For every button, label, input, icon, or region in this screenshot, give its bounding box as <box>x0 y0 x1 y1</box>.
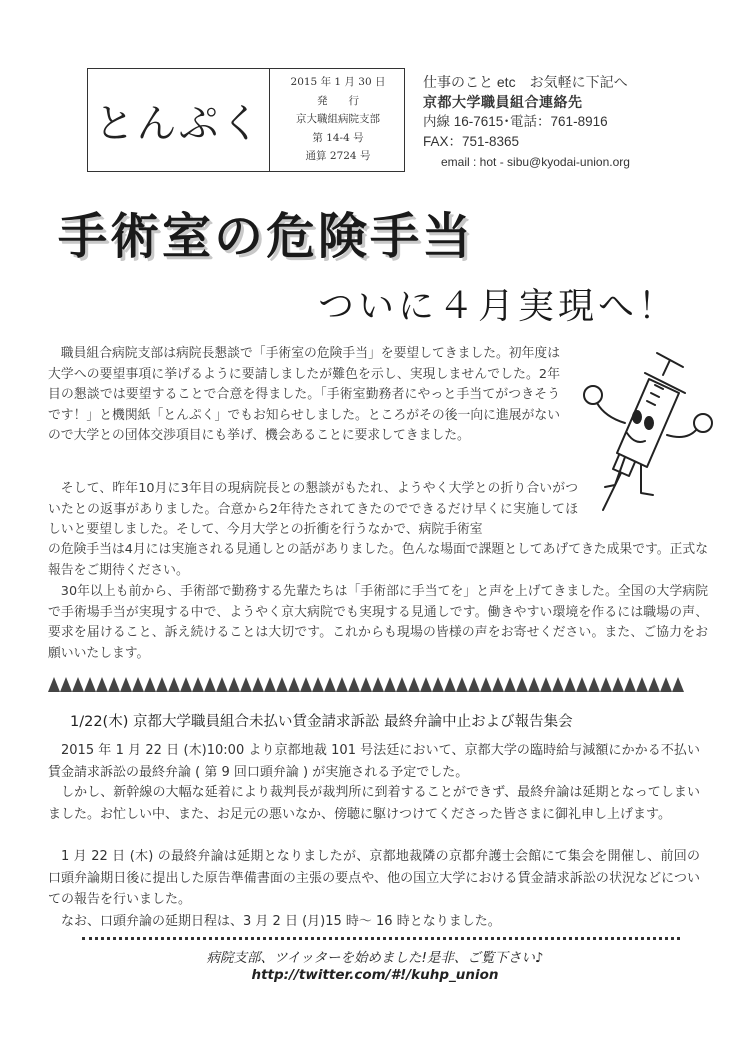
divider-triangle <box>96 677 108 692</box>
divider-triangle <box>420 677 432 692</box>
divider-triangle <box>396 677 408 692</box>
issue-number: 第 14-4 号 <box>312 131 364 144</box>
divider-triangle <box>672 677 684 692</box>
triangle-divider <box>48 676 688 692</box>
dotted-divider <box>82 937 680 940</box>
divider-triangle <box>360 677 372 692</box>
contact-phone: 内線 16-7615･電話：761-8916 <box>423 114 608 129</box>
divider-triangle <box>504 677 516 692</box>
divider-triangle <box>336 677 348 692</box>
divider-triangle <box>180 677 192 692</box>
divider-triangle <box>648 677 660 692</box>
contact-info <box>423 72 743 172</box>
divider-triangle <box>576 677 588 692</box>
divider-triangle <box>216 677 228 692</box>
divider-triangle <box>84 677 96 692</box>
twitter-announcement: 病院支部、ツイッターを始めました!是非、ご覧下さい♪ <box>206 950 544 966</box>
divider-triangle <box>624 677 636 692</box>
divider-triangle <box>144 677 156 692</box>
divider-triangle <box>300 677 312 692</box>
divider-triangle <box>276 677 288 692</box>
divider-triangle <box>120 677 132 692</box>
article2-paragraph3: 1 月 22 日 (木) の最終弁論は延期となりましたが、京都地裁隣の京都弁護士会館にて集会を開催し、前回の口頭弁論期日後に提出した原告準備書面の主張の要点や、他の国立大学における賃金請求訴訟の状況などについての報告を行いました。 <box>48 849 700 907</box>
masthead <box>87 68 405 172</box>
divider-triangle <box>408 677 420 692</box>
divider-triangle <box>468 677 480 692</box>
contact-fax: FAX：751-8365 <box>423 134 520 149</box>
divider-triangle <box>48 677 60 692</box>
article1-paragraph2-cont: の危険手当は4月には実施される見通しとの話がありました。色んな場面で課題としてあげてきた成果です。正式な報告をご期待ください。 <box>48 542 708 578</box>
divider-triangle <box>252 677 264 692</box>
contact-intro: 仕事のこと etc お気軽に下記へ <box>423 74 628 90</box>
contact-org: 京都大学職員組合連絡先 <box>423 94 583 110</box>
subheadline: ついに４月実現へ！ <box>318 286 679 327</box>
divider-triangle <box>240 677 252 692</box>
divider-triangle <box>552 677 564 692</box>
newsletter-title: とんぷく <box>88 69 270 171</box>
divider-triangle <box>288 677 300 692</box>
headline: 手術室の危険手当 <box>58 208 475 265</box>
article1-paragraph3: 30年以上も前から、手術部で勤務する先輩たちは「手術部に手当てを」と声を上げてきました。全国の大学病院で手術場手当が実現する中で、ようやく京大病院でも実現する見通しです。働きやすい環境を作るには職場の声、要求を届けること、訴え続けることは大切です。これからも現場の皆様の声をお寄せください。また、ご協力をお願いいたします。 <box>48 584 708 661</box>
divider-triangle <box>636 677 648 692</box>
contact-email[interactable]: email : hot - sibu@kyodai-union.org <box>441 155 630 169</box>
divider-triangle <box>384 677 396 692</box>
divider-triangle <box>156 677 168 692</box>
divider-triangle <box>456 677 468 692</box>
article2-paragraph4: なお、口頭弁論の延期日程は、3 月 2 日 (月)15 時～ 16 時となりました。 <box>61 914 501 929</box>
divider-triangle <box>432 677 444 692</box>
issue-info <box>272 73 404 166</box>
divider-triangle <box>492 677 504 692</box>
issued-label: 発 行 <box>317 94 359 107</box>
divider-triangle <box>600 677 612 692</box>
article1-paragraph1: 職員組合病院支部は病院長懇談で「手術室の危険手当」を要望してきました。初年度は大学への要望事項に挙げるように要請しましたが難色を示し、実現しませんでした。2年目の懇談では要望することで合意を得ました。「手術室勤務者にやっと手当てがつきそうです！」と機関紙「とんぷく」でもお知らせしました。ところがその後一向に進展がないので大学との団体交渉項目にも挙げ、機会あることに要求してきました。 <box>48 346 561 443</box>
divider-triangle <box>168 677 180 692</box>
divider-triangle <box>132 677 144 692</box>
article2-title: 1/22(木) 京都大学職員組合未払い賃金請求訴訟 最終弁論中止および報告集会 <box>70 714 573 730</box>
divider-triangle <box>228 677 240 692</box>
article1-paragraph2: そして、昨年10月に3年目の現病院長との懇談がもたれ、ようやく大学との折り合いがついたとの返事がありました。合意から2年待たされてきたのでできるだけ早くに実施してほしいと要望しました。そして、今月大学との折衝を行うなかで、病院手術室 <box>48 481 578 537</box>
divider-triangle <box>612 677 624 692</box>
divider-triangle <box>564 677 576 692</box>
divider-triangle <box>264 677 276 692</box>
divider-triangle <box>312 677 324 692</box>
divider-triangle <box>204 677 216 692</box>
divider-triangle <box>660 677 672 692</box>
divider-triangle <box>348 677 360 692</box>
article2-paragraph1: 2015 年 1 月 22 日 (木)10:00 より京都地裁 101 号法廷において、京都大学の臨時給与減額にかかる不払い賃金請求訴訟の最終弁論 ( 第 9 回口頭弁論 ) が実施される予定でした。 <box>48 743 700 780</box>
divider-triangle <box>108 677 120 692</box>
divider-triangle <box>528 677 540 692</box>
publisher: 京大職組病院支部 <box>296 113 380 125</box>
divider-triangle <box>60 677 72 692</box>
issue-date: 2015 年 1 月 30 日 <box>290 76 386 88</box>
divider-triangle <box>588 677 600 692</box>
article2-paragraph2: しかし、新幹線の大幅な延着により裁判長が裁判所に到着することができず、最終弁論は延期となってしまいました。お忙しい中、また、お足元の悪いなか、傍聴に駆けつけてくださった皆さまに御礼申し上げます。 <box>48 785 700 822</box>
divider-triangle <box>324 677 336 692</box>
divider-triangle <box>516 677 528 692</box>
twitter-link[interactable]: http://twitter.com/#!/kuhp_union <box>251 967 499 983</box>
divider-triangle <box>192 677 204 692</box>
divider-triangle <box>540 677 552 692</box>
divider-triangle <box>372 677 384 692</box>
divider-triangle <box>444 677 456 692</box>
total-issue-number: 通算 2724 号 <box>305 150 371 162</box>
syringe-mascot-icon <box>575 345 725 515</box>
divider-triangle <box>72 677 84 692</box>
divider-triangle <box>480 677 492 692</box>
